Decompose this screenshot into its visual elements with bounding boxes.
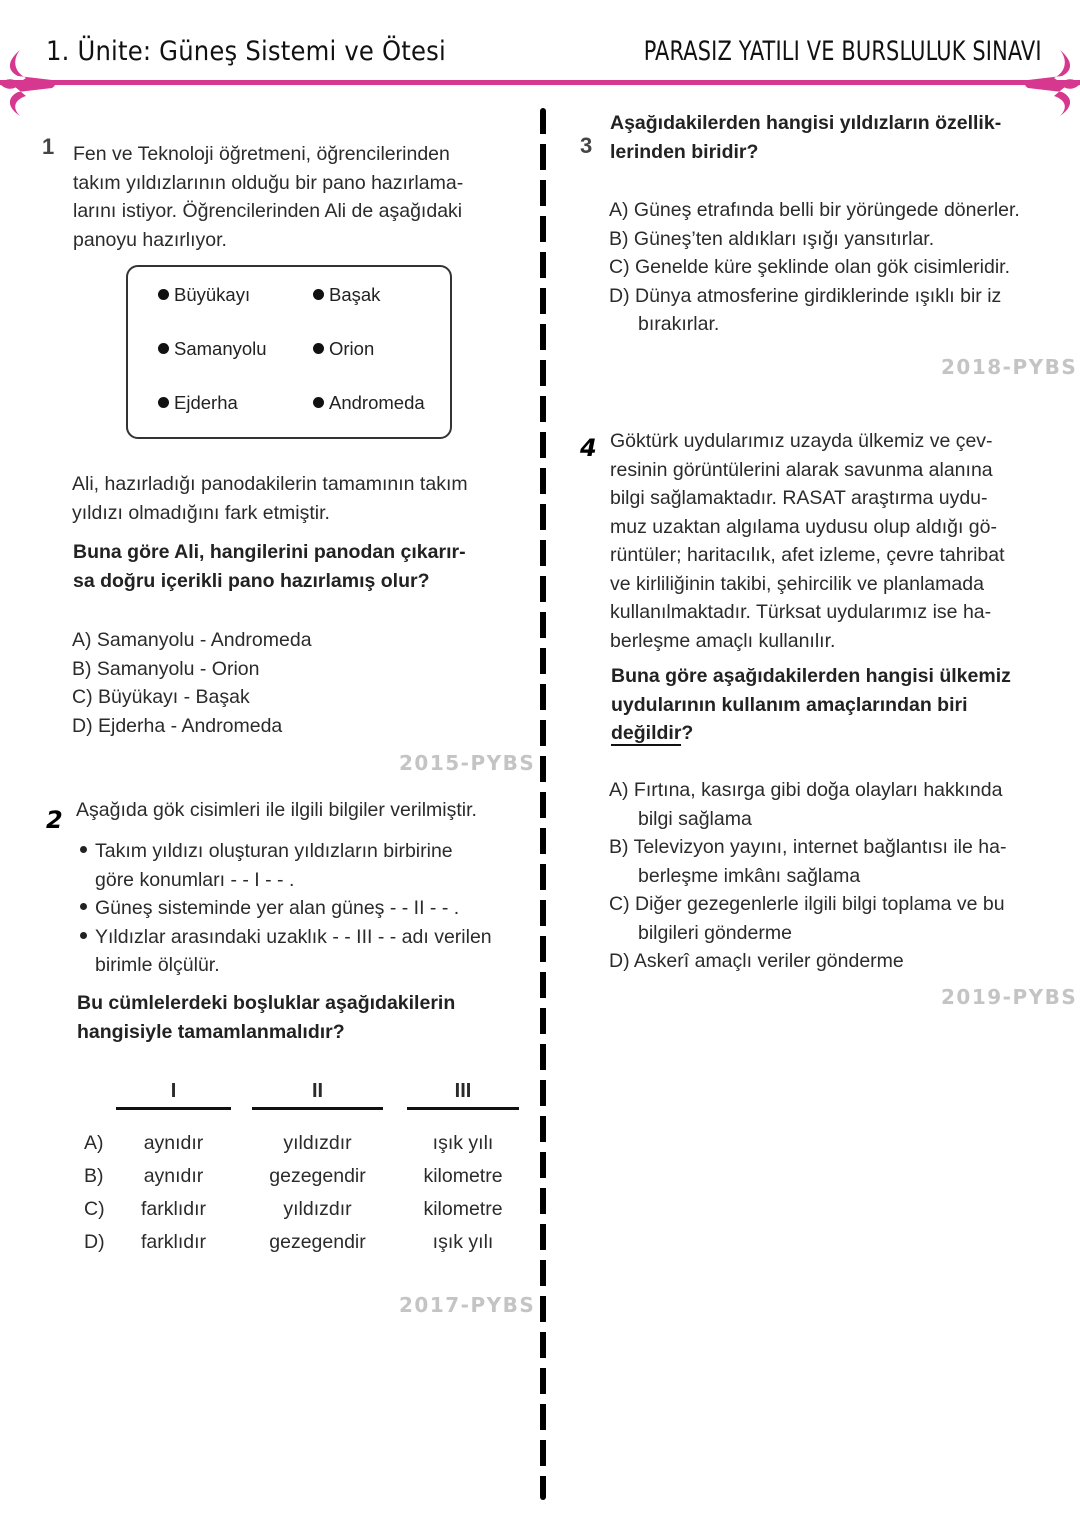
source-label: 2015-PYBS <box>399 751 536 775</box>
exam-title: PARASIZ YATILI VE BURSLULUK SINAVI <box>644 36 1042 67</box>
table-header-rule <box>116 1107 231 1110</box>
table-row-c[interactable]: C) farklıdır yıldızdır kilometre <box>84 1198 503 1220</box>
board-item: Başak <box>313 284 380 306</box>
bullet-icon <box>158 289 169 300</box>
table-row-d[interactable]: D) farklıdır gezegendir ışık yılı <box>84 1231 494 1253</box>
table-header-iii: III <box>454 1080 472 1102</box>
table-row-a[interactable]: A) aynıdır yıldızdır ışık yılı <box>84 1132 494 1154</box>
option-d[interactable]: D) Ejderha - Andromeda <box>72 714 283 737</box>
q1-context: Ali, hazırladığı panodakilerin tamamının takım yıldızı olmadığını fark etmiştir. <box>72 473 468 524</box>
q1-intro: Fen ve Teknoloji öğretmeni, öğrencilerinden takım yıldızlarının olduğu bir pano hazırlama- larını istiyor. Öğrencilerinden Ali de aşağıdaki panoyu hazırlıyor. <box>73 143 464 251</box>
emphasis-negation: değildir <box>611 722 682 744</box>
q1-options <box>72 626 312 740</box>
option-b[interactable]: B) Güneş’ten aldıkları ışığı yansıtırlar. <box>609 227 935 250</box>
unit-title: 1. Ünite: Güneş Sistemi ve Ötesi <box>46 36 446 67</box>
bullet-icon <box>80 932 87 939</box>
constellation-board <box>126 265 452 439</box>
board-item: Samanyolu <box>158 338 267 360</box>
q2-bullets: Takım yıldızı oluşturan yıldızların birbirine göre konumları - - I - - . Güneş sisteminde yer alan güneş - - II - - . Yıldızlar arasındaki uzaklık - - III - - adı verilen birimle ölçülür. <box>76 837 492 980</box>
table-header-ii: II <box>311 1080 324 1102</box>
q3-options <box>609 196 1069 339</box>
question-number-1: 1 <box>42 134 55 159</box>
option-a[interactable]: A) Fırtına, kasırga gibi doğa olayları hakkında bilgi sağlama <box>609 779 1003 830</box>
source-label: 2019-PYBS <box>941 985 1078 1009</box>
option-c[interactable]: C) Genelde küre şeklinde olan gök cisimleridir. <box>609 256 1011 278</box>
bullet-icon <box>158 397 169 408</box>
option-c[interactable]: C) Diğer gezegenlerle ilgili bilgi toplama ve bu bilgileri gönderme <box>609 893 1005 944</box>
bullet-icon <box>158 343 169 354</box>
q3-prompt: Aşağıdakilerden hangisi yıldızların özellik- lerinden biridir? <box>610 112 1002 163</box>
question-number-3: 3 <box>580 133 593 158</box>
bullet-icon <box>80 846 87 853</box>
board-item: Orion <box>313 338 374 360</box>
bullet-icon <box>80 903 87 910</box>
option-a[interactable]: A) Güneş etrafında belli bir yörüngede dönerler. <box>609 199 1020 221</box>
q4-options <box>609 776 1069 976</box>
option-d[interactable]: D) Dünya atmosferine girdiklerinde ışıklı bir iz bırakırlar. <box>609 284 1002 335</box>
column-divider <box>540 108 546 1500</box>
source-label: 2018-PYBS <box>941 355 1078 379</box>
bullet-icon <box>313 397 324 408</box>
q2-prompt: Bu cümlelerdeki boşluklar aşağıdakilerin hangisiyle tamamlanmalıdır? <box>77 992 456 1043</box>
option-a[interactable]: A) Samanyolu - Andromeda <box>72 629 312 651</box>
board-item: Ejderha <box>158 392 238 414</box>
bullet-icon <box>313 289 324 300</box>
question-number-2: 2 <box>46 806 63 834</box>
q4-prompt: Buna göre aşağıdakilerden hangisi ülkemiz uydularının kullanım amaçlarından biri değildir? <box>611 665 1011 744</box>
option-c[interactable]: C) Büyükayı - Başak <box>72 686 250 708</box>
bullet-item: Yıldızlar arasındaki uzaklık - - III - - adı verilen <box>76 923 492 952</box>
q1-prompt: Buna göre Ali, hangilerini panodan çıkarır- sa doğru içerikli pano hazırlamış olur? <box>73 541 466 592</box>
q2-intro: Aşağıda gök cisimleri ile ilgili bilgiler verilmiştir. <box>76 799 477 821</box>
left-flourish-icon <box>0 46 60 118</box>
q4-intro: Göktürk uydularımız uzayda ülkemiz ve çev- resinin görüntülerini alarak savunma alanına bilgi sağlamaktadır. RASAT araştırma uydu- muz uzaktan algılama uydusu olup aldığı gö- rüntüler; haritacılık, afet izleme, çevre tahribat ve kirliliğinin takibi, şehircilik ve planlamada kullanılmaktadır. Türksat uydularımız ise ha- berleşme amaçlı kullanılır. <box>610 430 1005 652</box>
right-flourish-icon <box>1020 46 1080 118</box>
table-header-i: I <box>170 1080 177 1102</box>
header-rule <box>0 80 1080 85</box>
option-d[interactable]: D) Askerî amaçlı veriler gönderme <box>609 950 904 972</box>
table-header-rule <box>252 1107 383 1110</box>
bullet-item: Takım yıldızı oluşturan yıldızların birbirine <box>76 837 492 866</box>
table-row-b[interactable]: B) aynıdır gezegendir kilometre <box>84 1165 503 1187</box>
table-header-rule <box>407 1107 519 1110</box>
board-item: Büyükayı <box>158 284 250 306</box>
question-number-4: 4 <box>580 434 597 462</box>
board-item: Andromeda <box>313 392 425 414</box>
option-b[interactable]: B) Samanyolu - Orion <box>72 657 260 680</box>
bullet-item: Güneş sisteminde yer alan güneş - - II - - . <box>76 894 492 923</box>
bullet-icon <box>313 343 324 354</box>
option-b[interactable]: B) Televizyon yayını, internet bağlantısı ile ha- berleşme imkânı sağlama <box>609 836 1007 887</box>
source-label: 2017-PYBS <box>399 1293 536 1317</box>
